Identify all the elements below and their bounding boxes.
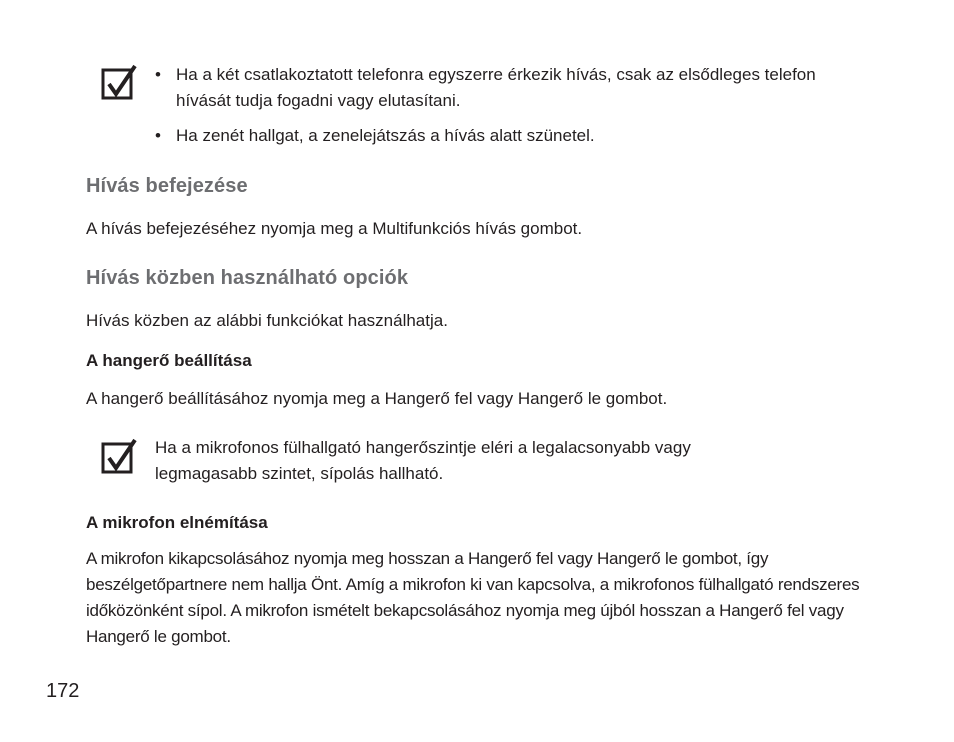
call-options-text: Hívás közben az alábbi funkciókat használhatja. <box>86 311 448 330</box>
bullet-dot: • <box>155 65 161 84</box>
section-heading-call-options: Hívás közben használható opciók <box>86 267 409 289</box>
volume-text: A hangerő beállításához nyomja meg a Hangerő fel vagy Hangerő le gombot. <box>86 389 668 408</box>
sub-heading-volume: A hangerő beállítása <box>86 351 252 370</box>
end-call-text: A hívás befejezéséhez nyomja meg a Multifunkciós hívás gombot. <box>86 219 583 238</box>
note-bullet-list <box>155 62 875 149</box>
note-bullet-text: Ha a két csatlakoztatott telefonra egyszerre érkezik hívás, csak az elsődleges telefon hívását tudja fogadni vagy elutasítani. <box>176 65 816 110</box>
section-heading-end-call: Hívás befejezése <box>86 175 248 197</box>
note-text: Ha a mikrofonos fülhallgató hangerőszintje eléri a legalacsonyabb vagy legmagasabb szintet, sípolás hallható. <box>155 438 691 483</box>
list-item <box>155 123 875 149</box>
checkbox-note-icon <box>101 438 137 474</box>
bullet-dot: • <box>155 126 161 145</box>
sub-heading-mute: A mikrofon elnémítása <box>86 513 268 532</box>
page-number: 172 <box>46 680 80 702</box>
checkbox-note-icon <box>101 64 137 100</box>
mute-text: A mikrofon kikapcsolásához nyomja meg hosszan a Hangerő fel vagy Hangerő le gombot, így beszélgetőpartnere nem hallja Önt. Amíg a mikrofon ki van kapcsolva, a mikrofonos fülhallgató rendszeres időközönként sípol. A mikrofon ismételt bekapcsolásához nyomja meg újból hosszan a Hangerő fel vagy Hangerő le gombot. <box>86 549 860 646</box>
list-item <box>155 62 875 114</box>
note-bullet-text: Ha zenét hallgat, a zenelejátszás a hívás alatt szünetel. <box>176 126 595 145</box>
